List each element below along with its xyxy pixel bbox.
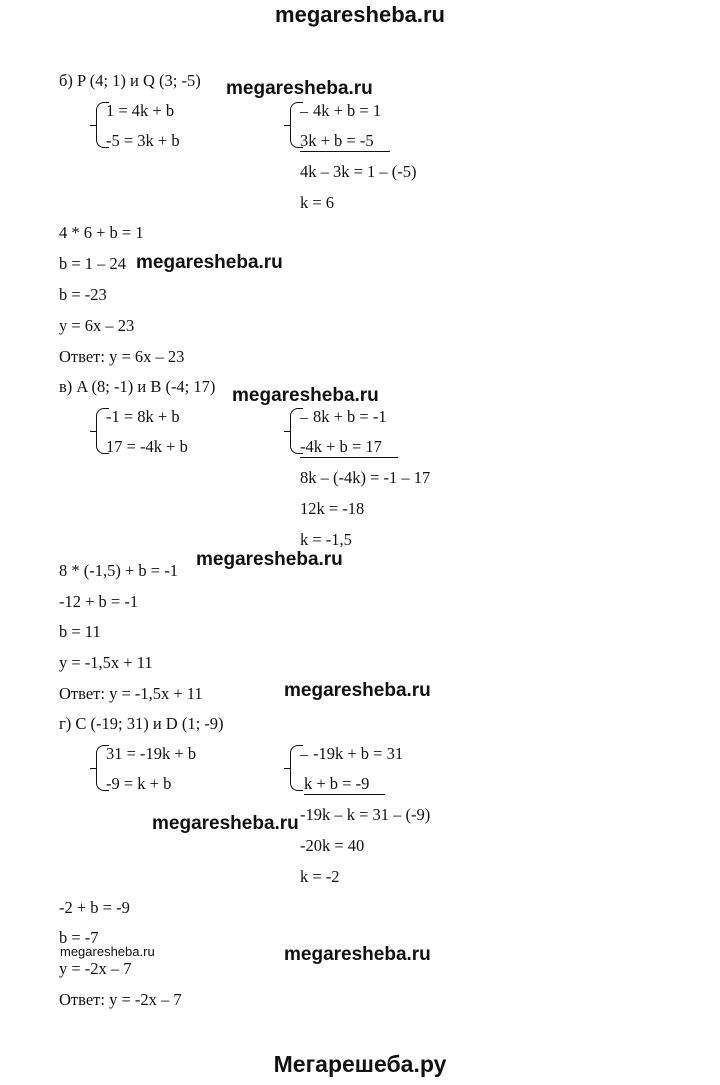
watermark: megaresheba.ru xyxy=(196,549,343,570)
part-b-right-eq-1: 4k + b = 1 xyxy=(313,101,382,120)
part-v-right-step-1: 8k – (-4k) = -1 – 17 xyxy=(300,468,431,487)
part-v-answer: Ответ: y = -1,5x + 11 xyxy=(59,684,203,703)
part-v-right-step-2: 12k = -18 xyxy=(300,499,365,518)
part-g-step-3: y = -2x – 7 xyxy=(59,959,132,978)
part-v-left-eq-1: -1 = 8k + b xyxy=(106,407,180,426)
part-b-step-3: b = -23 xyxy=(59,285,107,304)
part-g-left-eq-1: 31 = -19k + b xyxy=(106,744,197,763)
part-b-step-2: b = 1 – 24 xyxy=(59,254,127,273)
part-v-minus-sign: _ xyxy=(300,404,308,421)
part-b-left-eq-2: -5 = 3k + b xyxy=(106,131,180,150)
part-b-right-step-1: 4k – 3k = 1 – (-5) xyxy=(300,162,417,181)
watermark: megaresheba.ru xyxy=(232,385,379,406)
part-v-step-3: b = 11 xyxy=(59,622,101,641)
part-b-right-step-2: k = 6 xyxy=(300,193,335,212)
part-v-right-eq-1: 8k + b = -1 xyxy=(313,407,387,426)
part-g-right-step-3: k = -2 xyxy=(300,867,340,886)
part-g-minus-sign: _ xyxy=(300,741,308,758)
part-g-right-step-2: -20k = 40 xyxy=(300,836,365,855)
part-v-right-step-3: k = -1,5 xyxy=(300,530,352,549)
part-g-right-eq-1: -19k + b = 31 xyxy=(313,744,404,763)
part-g-title: г) C (-19; 31) и D (1; -9) xyxy=(59,714,224,733)
watermark: megaresheba.ru xyxy=(152,813,299,834)
part-v-step-4: y = -1,5x + 11 xyxy=(59,653,153,672)
part-g-step-2: b = -7 xyxy=(59,928,99,947)
part-v-title: в) A (8; -1) и B (-4; 17) xyxy=(59,377,216,396)
part-v-step-2: -12 + b = -1 xyxy=(59,592,139,611)
part-g-right-step-1: -19k – k = 31 – (-9) xyxy=(300,805,431,824)
part-g-right-eq-2: k + b = -9 xyxy=(304,774,385,795)
site-footer: Мегарешеба.ру xyxy=(273,1051,447,1077)
part-g-answer: Ответ: y = -2x – 7 xyxy=(59,990,182,1009)
part-v-step-1: 8 * (-1,5) + b = -1 xyxy=(59,561,178,580)
part-v-right-eq-2: -4k + b = 17 xyxy=(300,437,398,458)
part-b-title: б) P (4; 1) и Q (3; -5) xyxy=(59,71,201,90)
part-b-answer: Ответ: y = 6x – 23 xyxy=(59,347,185,366)
watermark: megaresheba.ru xyxy=(136,252,283,273)
site-header: megaresheba.ru xyxy=(275,2,445,27)
part-b-minus-sign: _ xyxy=(300,98,308,115)
part-g-left-eq-2: -9 = k + b xyxy=(106,774,172,793)
part-b-step-1: 4 * 6 + b = 1 xyxy=(59,223,144,242)
watermark: megaresheba.ru xyxy=(226,78,373,99)
part-b-left-eq-1: 1 = 4k + b xyxy=(106,101,175,120)
part-v-left-eq-2: 17 = -4k + b xyxy=(106,437,188,456)
part-g-step-1: -2 + b = -9 xyxy=(59,898,130,917)
part-b-step-4: y = 6x – 23 xyxy=(59,316,135,335)
watermark: megaresheba.ru xyxy=(284,680,431,701)
watermark: megaresheba.ru xyxy=(284,944,431,965)
watermark-small: megaresheba.ru xyxy=(60,944,155,959)
part-b-right-eq-2: 3k + b = -5 xyxy=(300,131,390,152)
